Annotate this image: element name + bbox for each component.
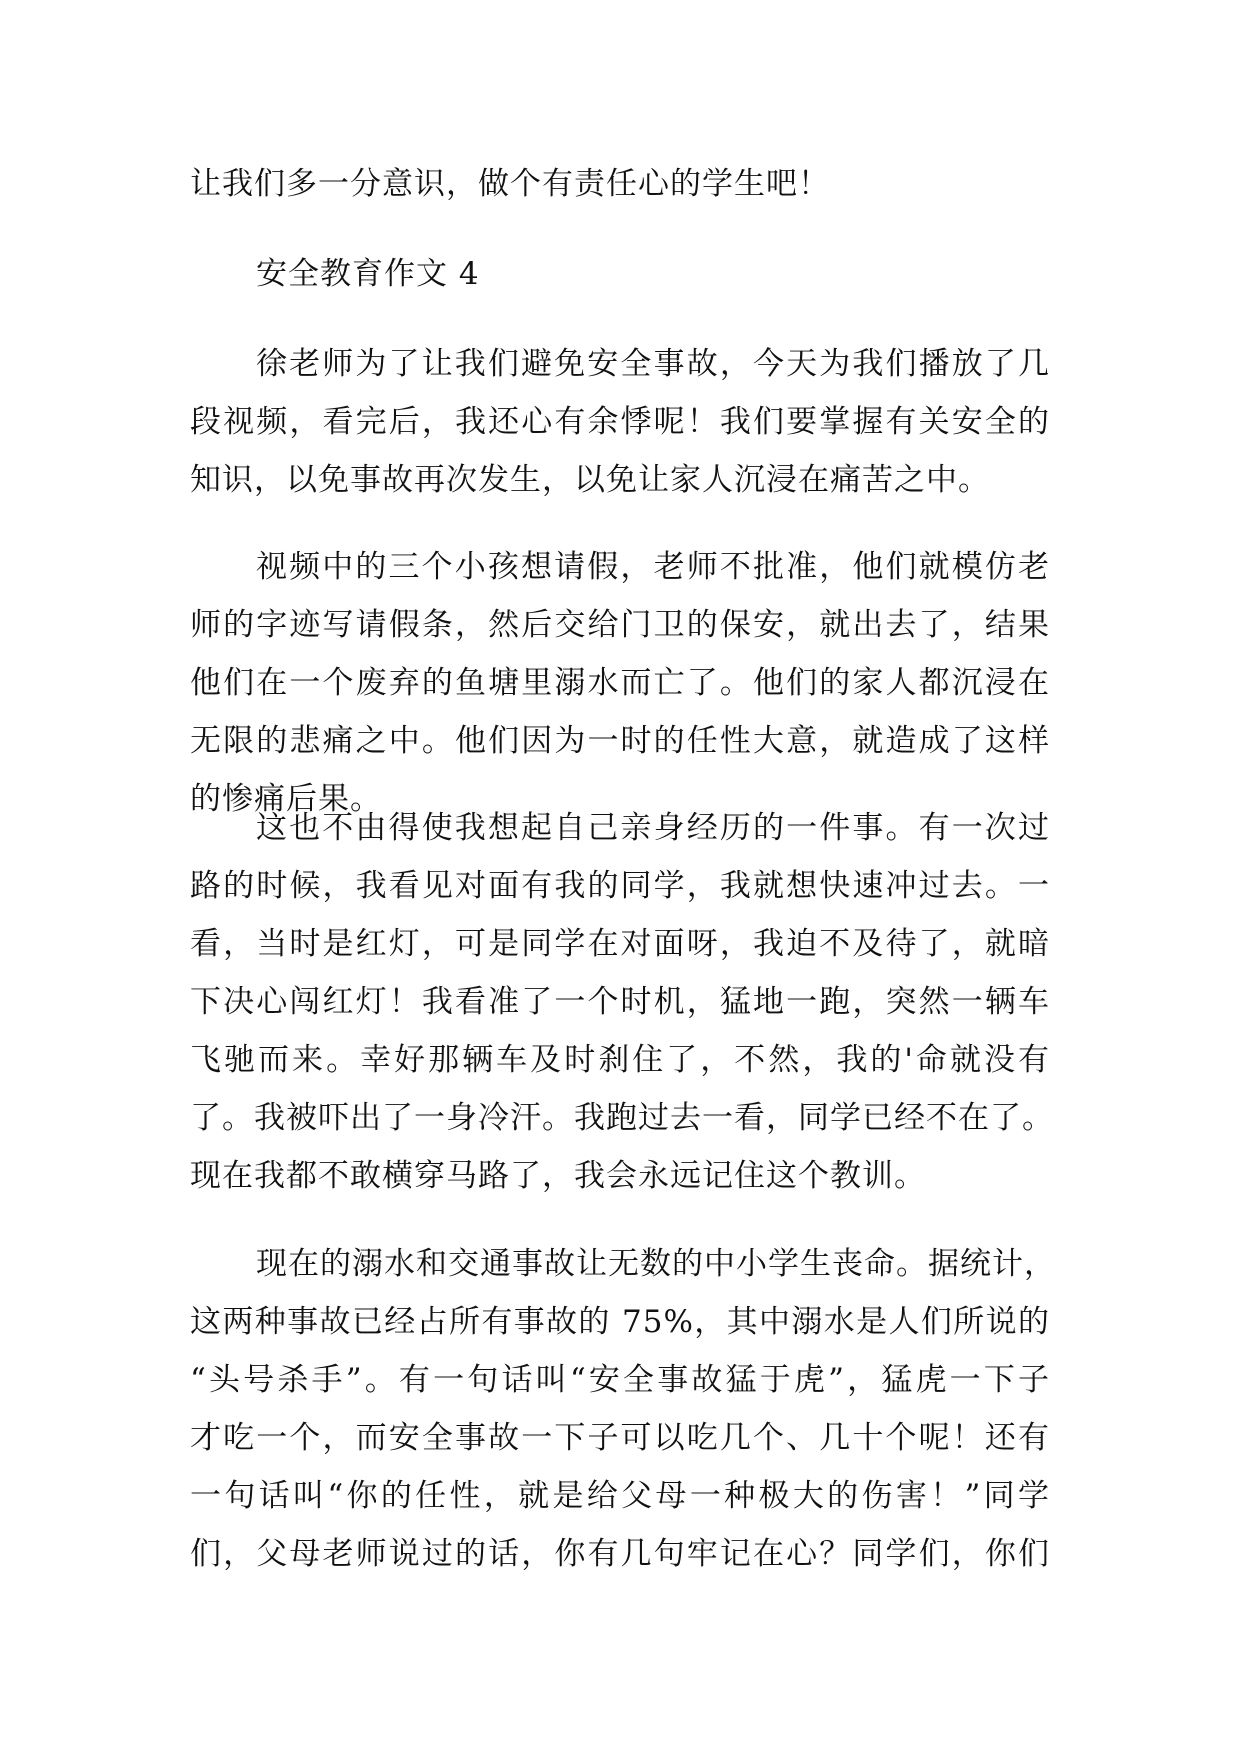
text-line: 师的字迹写请假条，然后交给门卫的保安，就出去了，结果 <box>190 607 1050 643</box>
paragraph-1 <box>190 335 1050 509</box>
text-line: 的惨痛后果。 <box>190 781 382 817</box>
text-line: 现在的溺水和交通事故让无数的中小学生丧命。据统计， <box>256 1246 1056 1282</box>
section-title-text: 安全教育作文 4 <box>256 256 480 292</box>
text-line: 让我们多一分意识，做个有责任心的学生吧！ <box>190 166 830 202</box>
text-line: 才吃一个，而安全事故一下子可以吃几个、几十个呢！还有 <box>190 1420 1050 1456</box>
text-line: 知识，以免事故再次发生，以免让家人沉浸在痛苦之中。 <box>190 462 990 498</box>
text-line: 看，当时是红灯，可是同学在对面呀，我迫不及待了，就暗 <box>190 926 1050 962</box>
text-line: 们，父母老师说过的话，你有几句牢记在心？同学们，你们 <box>190 1536 1050 1572</box>
section-title <box>190 245 1050 303</box>
paragraph-3 <box>190 799 1054 1205</box>
text-line: “头号杀手”。有一句话叫“安全事故猛于虎”，猛虎一下子 <box>190 1362 1050 1398</box>
text-line: 下决心闯红灯！我看准了一个时机，猛地一跑，突然一辆车 <box>190 984 1050 1020</box>
text-line: 他们在一个废弃的鱼塘里溺水而亡了。他们的家人都沉浸在 <box>190 665 1050 701</box>
text-line: 段视频，看完后，我还心有余悸呢！我们要掌握有关安全的 <box>190 404 1050 440</box>
text-line: 视频中的三个小孩想请假，老师不批准，他们就模仿老 <box>256 549 1050 585</box>
text-line: 了。我被吓出了一身冷汗。我跑过去一看，同学已经不在了。 <box>190 1100 1054 1136</box>
text-line: 这两种事故已经占所有事故的 75%，其中溺水是人们所说的 <box>190 1304 1050 1340</box>
text-line: 路的时候，我看见对面有我的同学，我就想快速冲过去。一 <box>190 868 1050 904</box>
text-line: 现在我都不敢横穿马路了，我会永远记住这个教训。 <box>190 1158 926 1194</box>
text-line: 这也不由得使我想起自己亲身经历的一件事。有一次过 <box>256 810 1050 846</box>
text-line: 徐老师为了让我们避免安全事故，今天为我们播放了几 <box>256 346 1050 382</box>
intro-paragraph <box>190 155 1050 213</box>
text-line: 无限的悲痛之中。他们因为一时的任性大意，就造成了这样 <box>190 723 1050 759</box>
text-line: 飞驰而来。幸好那辆车及时刹住了，不然，我的'命就没有 <box>190 1042 1050 1078</box>
paragraph-4 <box>190 1235 1056 1583</box>
text-line: 一句话叫“你的任性，就是给父母一种极大的伤害！”同学 <box>190 1478 1050 1514</box>
paragraph-2 <box>190 538 1050 828</box>
